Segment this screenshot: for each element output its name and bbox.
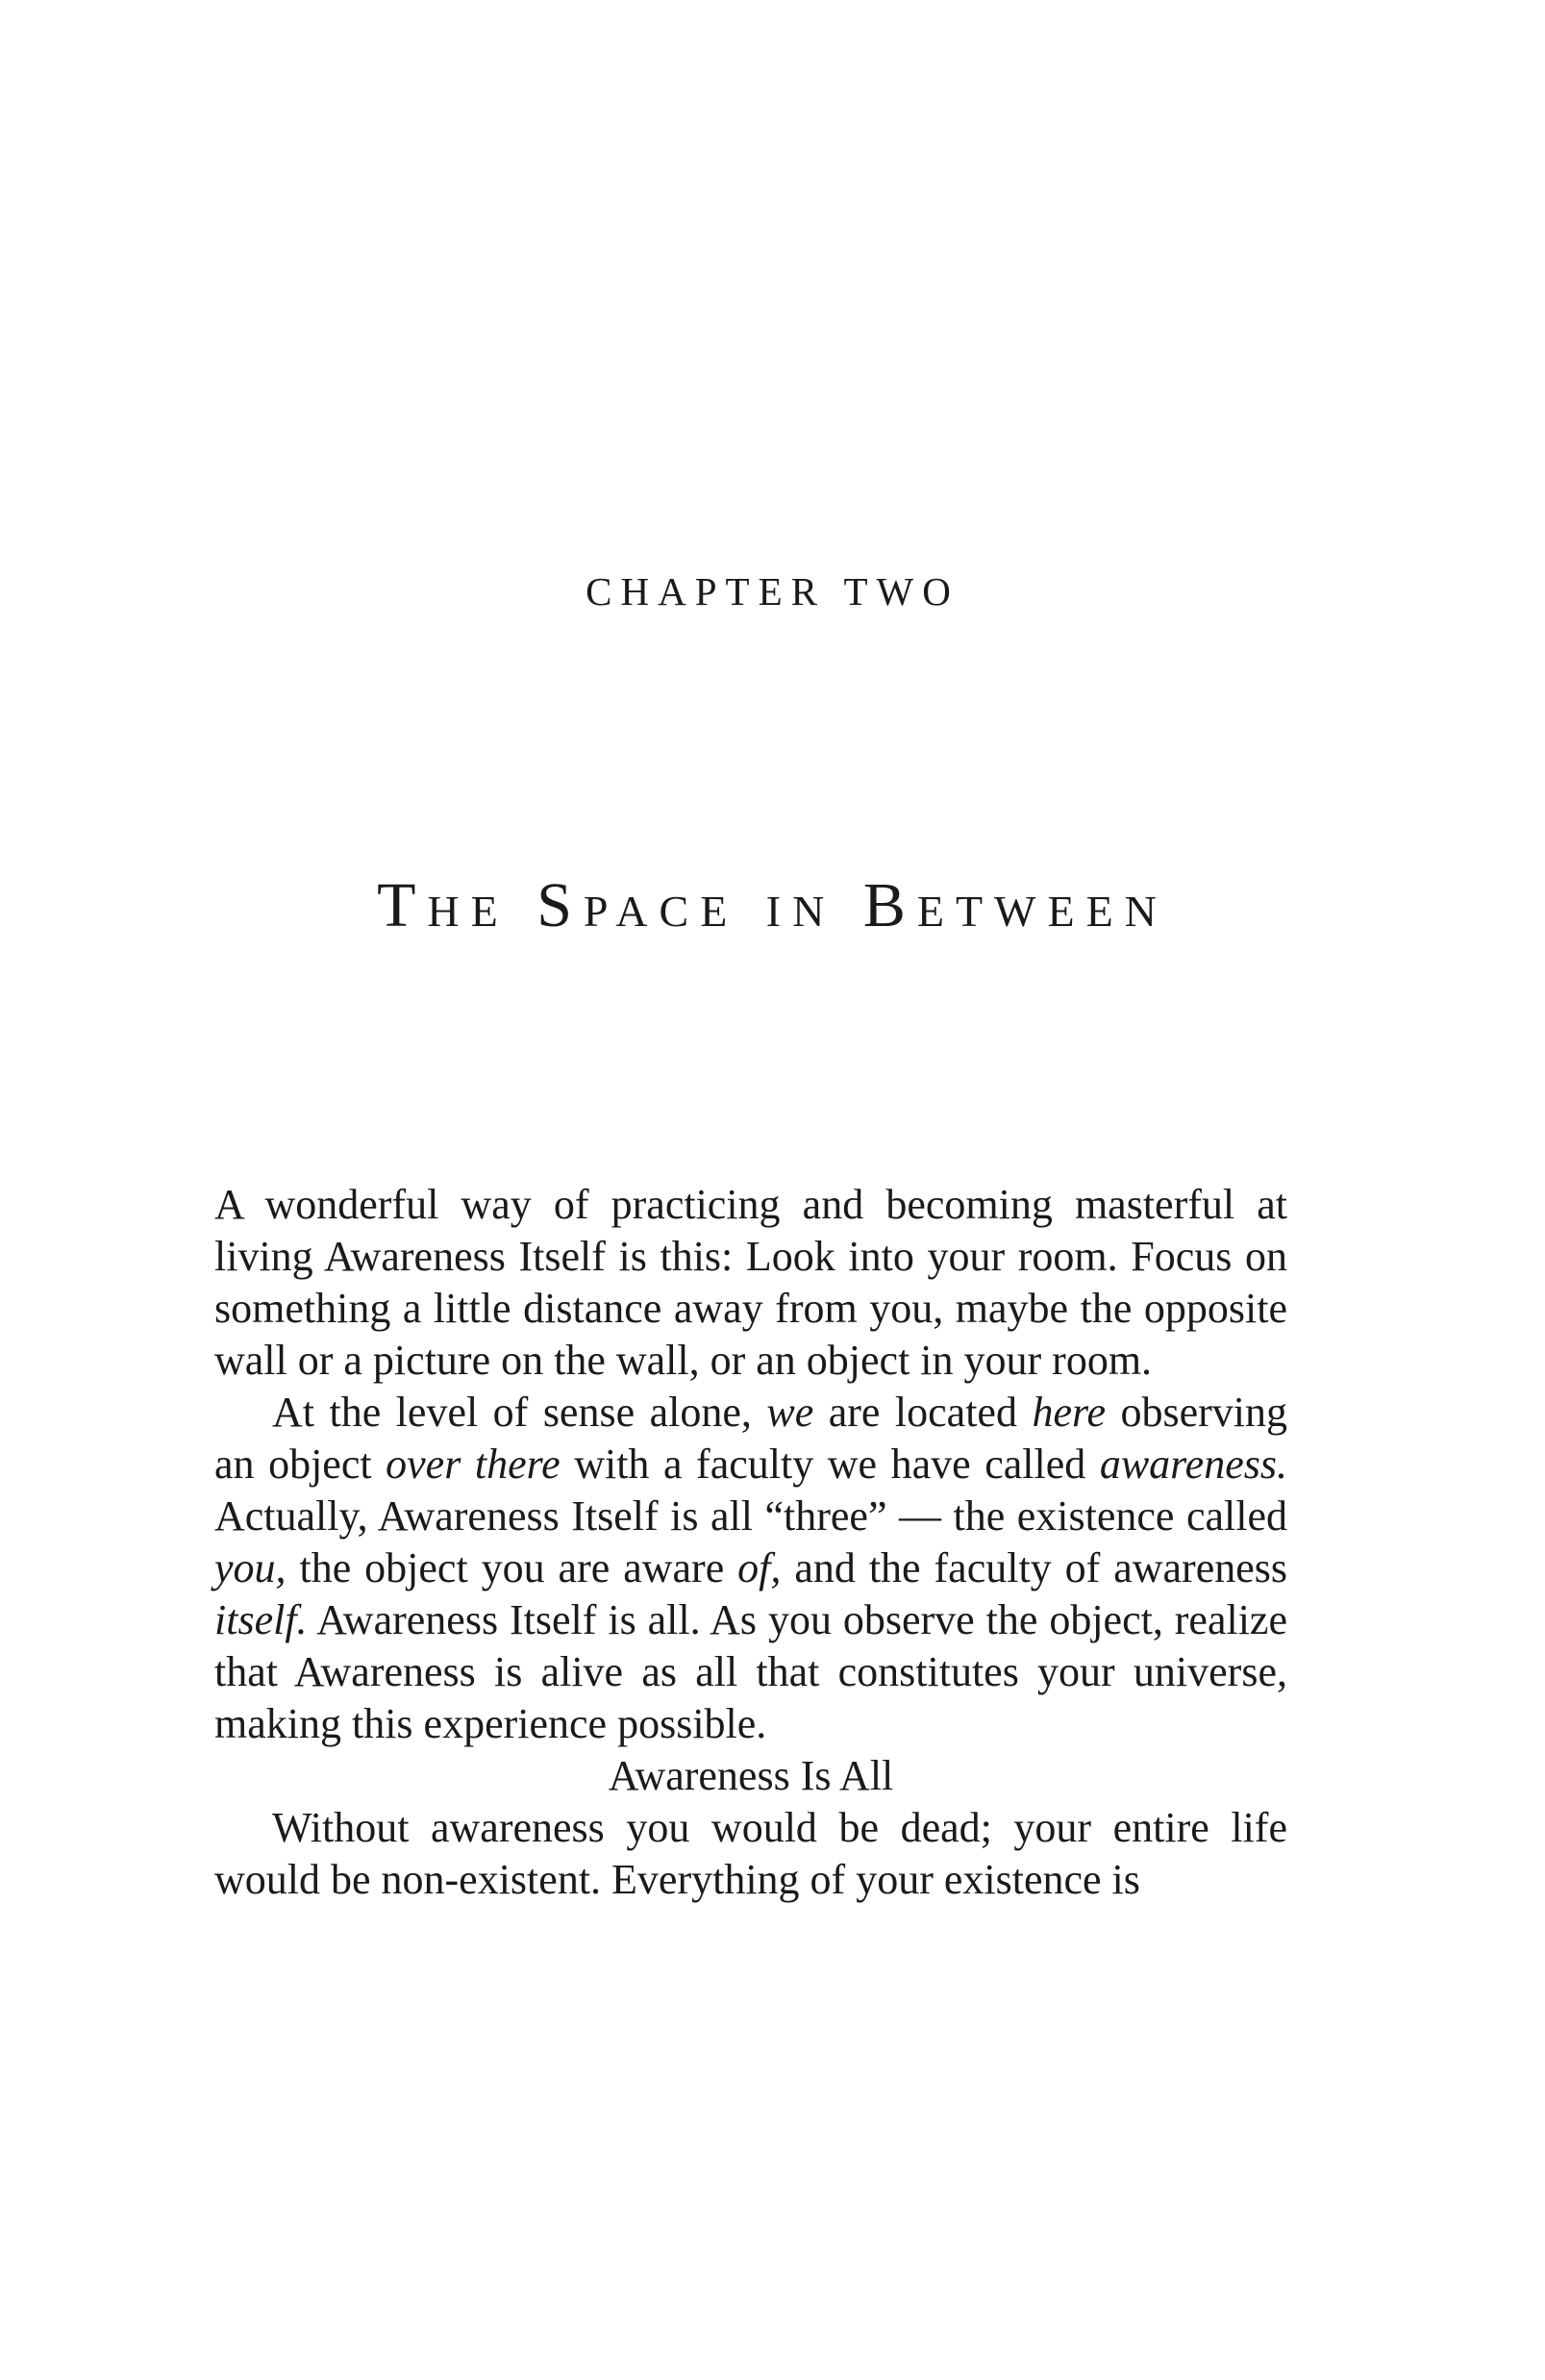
paragraph-3: Without awareness you would be dead; your entire life would be non-existent. Everything of your existence is [214, 1804, 1287, 1903]
section-heading: Awareness Is All [608, 1752, 894, 1799]
chapter-title: The Space in Between [377, 870, 1168, 940]
p2-text-1: At the level of sense alone, [272, 1389, 767, 1436]
p2-emphasis-we: we [766, 1389, 814, 1436]
p2-text-3: observing an object [214, 1389, 1288, 1488]
p2-emphasis-itself: itself. [214, 1596, 308, 1643]
p2-text-8: Awareness Itself is all. As you observe the object, realize that Awareness is alive as all that constitutes your universe, making this experience possible. [214, 1596, 1287, 1747]
p2-text-4: with a faculty we have called [560, 1441, 1100, 1488]
p2-emphasis-over-there: over there [386, 1441, 561, 1488]
chapter-label: CHAPTER TWO [586, 569, 959, 614]
paragraph-1: A wonderful way of practicing and becoming masterful at living Awareness Itself is this: Look into your room. Focus on something a little distance away from you, maybe the opposite wall or a picture on the wall, or an object in your room. [214, 1181, 1287, 1384]
p2-emphasis-awareness: awareness. [1099, 1441, 1287, 1488]
body-text [214, 1179, 1287, 1906]
p2-text-7: and the faculty of awareness [781, 1544, 1287, 1591]
paragraph-2 [214, 1387, 1287, 1750]
p2-text-5: Actually, Awareness Itself is all “three” — the existence called [214, 1492, 1287, 1540]
p2-text-6: the object you are aware [286, 1544, 738, 1591]
p2-emphasis-you: you, [214, 1544, 287, 1591]
p2-emphasis-of: of, [737, 1544, 782, 1591]
p2-emphasis-here: here [1032, 1389, 1106, 1436]
p2-text-2: are located [813, 1389, 1033, 1436]
